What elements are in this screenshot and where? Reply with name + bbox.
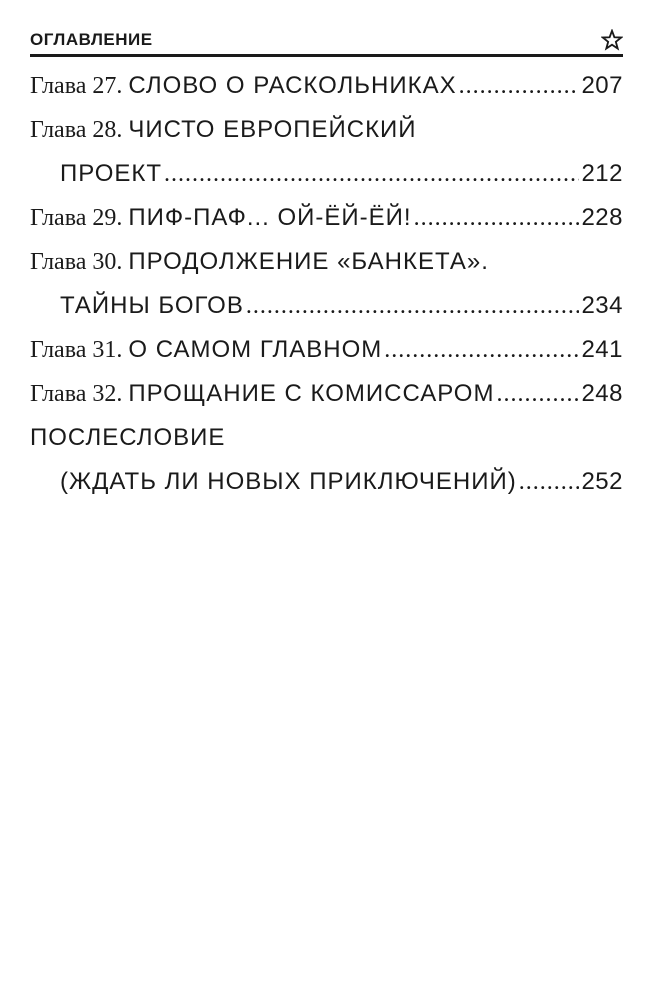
chapter-label: Глава 29.	[30, 205, 123, 231]
page-number: 241	[581, 336, 623, 363]
page-number: 234	[581, 292, 623, 319]
chapter-label: Глава 31.	[30, 337, 123, 363]
toc-entry-afterword[interactable]	[30, 424, 623, 460]
page-number: 212	[581, 160, 623, 187]
star-icon	[601, 29, 623, 51]
chapter-title: ЧИСТО ЕВРОПЕЙСКИЙ	[128, 116, 417, 143]
chapter-label: Глава 28.	[30, 117, 123, 143]
toc-entry-31[interactable]	[30, 336, 623, 372]
chapter-label: Глава 30.	[30, 249, 123, 275]
afterword-subtitle: (ЖДАТЬ ЛИ НОВЫХ ПРИКЛЮЧЕНИЙ)	[60, 468, 517, 495]
dot-leader	[414, 205, 580, 232]
dot-leader	[496, 381, 579, 408]
dot-leader	[164, 161, 579, 188]
chapter-title: О САМОМ ГЛАВНОМ	[128, 336, 383, 363]
chapter-title-continuation: ТАЙНЫ БОГОВ	[60, 292, 244, 319]
toc-entry-30-continuation[interactable]	[60, 292, 623, 328]
chapter-label: Глава 32.	[30, 381, 123, 407]
dot-leader	[246, 293, 580, 320]
toc-entry-27[interactable]	[30, 72, 623, 108]
toc-entry-28[interactable]	[30, 116, 623, 152]
afterword-title: ПОСЛЕСЛОВИЕ	[30, 424, 226, 451]
page-number: 248	[581, 380, 623, 407]
toc-entry-30[interactable]	[30, 248, 623, 284]
chapter-title: ПИФ-ПАФ... ОЙ-ЁЙ-ЁЙ!	[128, 204, 412, 231]
running-title: ОГЛАВЛЕНИЕ	[30, 30, 153, 49]
chapter-label: Глава 27.	[30, 73, 123, 99]
chapter-title: ПРОДОЛЖЕНИЕ «БАНКЕТА».	[128, 248, 489, 275]
toc-entry-28-continuation[interactable]	[60, 160, 623, 196]
dot-leader	[384, 337, 579, 364]
chapter-title-continuation: ПРОЕКТ	[60, 160, 163, 187]
toc-entry-afterword-continuation[interactable]	[60, 468, 623, 504]
toc-entry-29[interactable]	[30, 204, 623, 240]
chapter-title: СЛОВО О РАСКОЛЬНИКАХ	[128, 72, 457, 99]
page-number: 207	[581, 72, 623, 99]
running-head	[30, 14, 623, 57]
page-number: 228	[581, 204, 623, 231]
page-number: 252	[581, 468, 623, 495]
dot-leader	[459, 73, 580, 100]
dot-leader	[519, 469, 580, 496]
toc-entry-32[interactable]	[30, 380, 623, 416]
chapter-title: ПРОЩАНИЕ С КОМИССАРОМ	[128, 380, 495, 407]
